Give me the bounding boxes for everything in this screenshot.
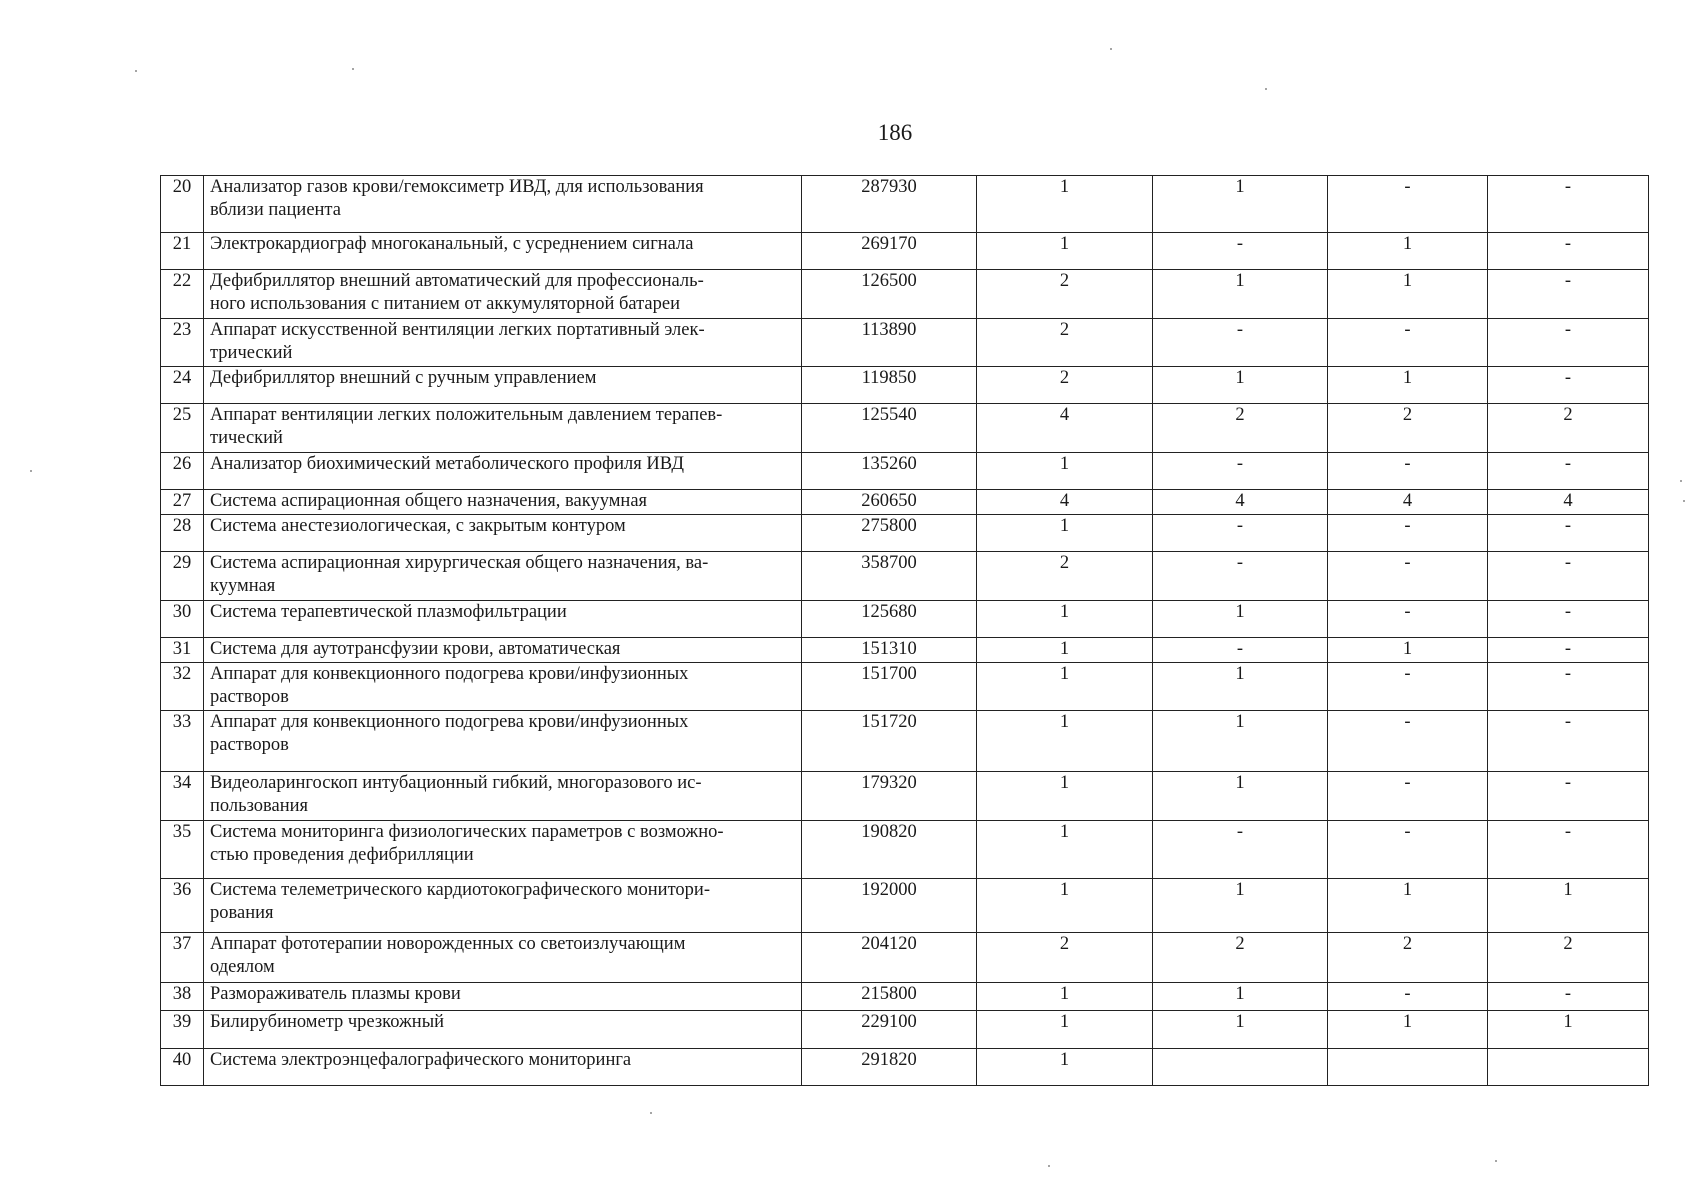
- equipment-code-cell: 135260: [802, 453, 977, 490]
- equipment-code-cell: 215800: [802, 983, 977, 1011]
- quantity-cell-1: 1: [977, 821, 1153, 879]
- quantity-cell-3: -: [1328, 983, 1488, 1011]
- quantity-cell-1: 2: [977, 552, 1153, 601]
- equipment-name-cell: Аппарат фототерапии новорожденных со светоизлучающим одеялом: [204, 933, 802, 983]
- quantity-cell-2: -: [1153, 515, 1328, 552]
- scan-speck: [1110, 48, 1112, 50]
- quantity-cell-3: 2: [1328, 933, 1488, 983]
- equipment-name-cell: Анализатор биохимический метаболического профиля ИВД: [204, 453, 802, 490]
- row-number-cell: 34: [161, 772, 204, 821]
- quantity-cell-1: 1: [977, 233, 1153, 270]
- row-number-cell: 21: [161, 233, 204, 270]
- quantity-cell-3: -: [1328, 821, 1488, 879]
- row-number-cell: 31: [161, 638, 204, 663]
- quantity-cell-4: 4: [1488, 490, 1649, 515]
- equipment-code-cell: 204120: [802, 933, 977, 983]
- quantity-cell-4: -: [1488, 319, 1649, 367]
- equipment-name-cell: Система терапевтической плазмофильтрации: [204, 601, 802, 638]
- quantity-cell-1: 1: [977, 638, 1153, 663]
- row-number-cell: 25: [161, 404, 204, 453]
- row-number-cell: 29: [161, 552, 204, 601]
- equipment-code-cell: 269170: [802, 233, 977, 270]
- equipment-code-cell: 151310: [802, 638, 977, 663]
- quantity-cell-4: -: [1488, 453, 1649, 490]
- equipment-code-cell: 119850: [802, 367, 977, 404]
- quantity-cell-1: 4: [977, 490, 1153, 515]
- quantity-cell-4: -: [1488, 663, 1649, 711]
- table-row: [161, 879, 1649, 933]
- quantity-cell-1: 4: [977, 404, 1153, 453]
- quantity-cell-2: 1: [1153, 176, 1328, 233]
- equipment-name-cell: Дефибриллятор внешний автоматический для профессиональ- ного использования с питанием от аккумуляторной батареи: [204, 270, 802, 319]
- scan-speck: [650, 1112, 652, 1114]
- equipment-name-cell: Анализатор газов крови/гемоксиметр ИВД, для использования вблизи пациента: [204, 176, 802, 233]
- equipment-name-cell: Билирубинометр чрезкожный: [204, 1011, 802, 1049]
- scan-speck: [1495, 1160, 1497, 1162]
- row-number-cell: 36: [161, 879, 204, 933]
- quantity-cell-1: 1: [977, 515, 1153, 552]
- equipment-name-cell: Аппарат вентиляции легких положительным давлением терапев- тический: [204, 404, 802, 453]
- table-row: [161, 983, 1649, 1011]
- row-number-cell: 22: [161, 270, 204, 319]
- quantity-cell-4: -: [1488, 711, 1649, 772]
- table-row: [161, 601, 1649, 638]
- quantity-cell-2: [1153, 1049, 1328, 1086]
- quantity-cell-4: -: [1488, 176, 1649, 233]
- row-number-cell: 24: [161, 367, 204, 404]
- quantity-cell-2: 4: [1153, 490, 1328, 515]
- equipment-code-cell: 275800: [802, 515, 977, 552]
- table-row: [161, 270, 1649, 319]
- quantity-cell-3: -: [1328, 319, 1488, 367]
- equipment-code-cell: 287930: [802, 176, 977, 233]
- quantity-cell-3: -: [1328, 453, 1488, 490]
- row-number-cell: 38: [161, 983, 204, 1011]
- equipment-name-cell: Система электроэнцефалографического мониторинга: [204, 1049, 802, 1086]
- quantity-cell-2: 2: [1153, 933, 1328, 983]
- quantity-cell-2: 1: [1153, 879, 1328, 933]
- quantity-cell-2: 1: [1153, 711, 1328, 772]
- table-row: [161, 319, 1649, 367]
- scan-speck: [352, 68, 354, 70]
- scan-speck: [1265, 88, 1267, 90]
- quantity-cell-4: -: [1488, 367, 1649, 404]
- quantity-cell-4: -: [1488, 638, 1649, 663]
- equipment-code-cell: 291820: [802, 1049, 977, 1086]
- table-row: [161, 1049, 1649, 1086]
- quantity-cell-3: 4: [1328, 490, 1488, 515]
- equipment-name-cell: Аппарат для конвекционного подогрева крови/инфузионных растворов: [204, 711, 802, 772]
- table-row: [161, 404, 1649, 453]
- table-row: [161, 772, 1649, 821]
- equipment-code-cell: 151720: [802, 711, 977, 772]
- quantity-cell-1: 2: [977, 367, 1153, 404]
- quantity-cell-1: 1: [977, 772, 1153, 821]
- quantity-cell-4: [1488, 1049, 1649, 1086]
- quantity-cell-2: 1: [1153, 1011, 1328, 1049]
- table-row: [161, 933, 1649, 983]
- quantity-cell-2: 2: [1153, 404, 1328, 453]
- equipment-code-cell: 113890: [802, 319, 977, 367]
- table-row: [161, 367, 1649, 404]
- row-number-cell: 28: [161, 515, 204, 552]
- quantity-cell-2: -: [1153, 319, 1328, 367]
- quantity-cell-1: 1: [977, 983, 1153, 1011]
- table-row: [161, 1011, 1649, 1049]
- quantity-cell-4: 2: [1488, 933, 1649, 983]
- equipment-name-cell: Аппарат для конвекционного подогрева крови/инфузионных растворов: [204, 663, 802, 711]
- quantity-cell-3: -: [1328, 552, 1488, 601]
- quantity-cell-1: 1: [977, 1049, 1153, 1086]
- equipment-code-cell: 190820: [802, 821, 977, 879]
- quantity-cell-4: -: [1488, 552, 1649, 601]
- row-number-cell: 32: [161, 663, 204, 711]
- quantity-cell-3: [1328, 1049, 1488, 1086]
- equipment-name-cell: Аппарат искусственной вентиляции легких портативный элек- трический: [204, 319, 802, 367]
- quantity-cell-3: -: [1328, 515, 1488, 552]
- quantity-cell-4: 2: [1488, 404, 1649, 453]
- table-row: [161, 663, 1649, 711]
- table-row: [161, 490, 1649, 515]
- equipment-name-cell: Система аспирационная хирургическая общего назначения, ва- куумная: [204, 552, 802, 601]
- quantity-cell-2: 1: [1153, 772, 1328, 821]
- equipment-name-cell: Система анестезиологическая, с закрытым контуром: [204, 515, 802, 552]
- quantity-cell-2: -: [1153, 638, 1328, 663]
- quantity-cell-2: 1: [1153, 601, 1328, 638]
- equipment-name-cell: Дефибриллятор внешний с ручным управлением: [204, 367, 802, 404]
- quantity-cell-2: 1: [1153, 663, 1328, 711]
- quantity-cell-2: -: [1153, 233, 1328, 270]
- quantity-cell-4: -: [1488, 601, 1649, 638]
- quantity-cell-3: -: [1328, 772, 1488, 821]
- quantity-cell-1: 1: [977, 663, 1153, 711]
- equipment-code-cell: 192000: [802, 879, 977, 933]
- quantity-cell-2: 1: [1153, 367, 1328, 404]
- equipment-table: [160, 175, 1649, 1086]
- quantity-cell-1: 1: [977, 453, 1153, 490]
- equipment-code-cell: 229100: [802, 1011, 977, 1049]
- row-number-cell: 33: [161, 711, 204, 772]
- quantity-cell-3: 1: [1328, 638, 1488, 663]
- quantity-cell-3: -: [1328, 176, 1488, 233]
- scan-speck: [135, 70, 137, 72]
- quantity-cell-4: -: [1488, 270, 1649, 319]
- row-number-cell: 35: [161, 821, 204, 879]
- equipment-code-cell: 151700: [802, 663, 977, 711]
- table-row: [161, 711, 1649, 772]
- quantity-cell-4: -: [1488, 515, 1649, 552]
- equipment-name-cell: Система телеметрического кардиотокографического монитори- рования: [204, 879, 802, 933]
- row-number-cell: 20: [161, 176, 204, 233]
- equipment-code-cell: 358700: [802, 552, 977, 601]
- quantity-cell-4: 1: [1488, 1011, 1649, 1049]
- table-row: [161, 638, 1649, 663]
- quantity-cell-4: -: [1488, 233, 1649, 270]
- row-number-cell: 26: [161, 453, 204, 490]
- table-row: [161, 552, 1649, 601]
- equipment-name-cell: Система аспирационная общего назначения, вакуумная: [204, 490, 802, 515]
- quantity-cell-2: -: [1153, 821, 1328, 879]
- equipment-code-cell: 125540: [802, 404, 977, 453]
- equipment-code-cell: 260650: [802, 490, 977, 515]
- equipment-code-cell: 125680: [802, 601, 977, 638]
- row-number-cell: 23: [161, 319, 204, 367]
- quantity-cell-3: 1: [1328, 1011, 1488, 1049]
- quantity-cell-4: -: [1488, 983, 1649, 1011]
- table-row: [161, 453, 1649, 490]
- row-number-cell: 30: [161, 601, 204, 638]
- quantity-cell-1: 2: [977, 270, 1153, 319]
- scan-speck: [30, 470, 32, 472]
- quantity-cell-2: -: [1153, 453, 1328, 490]
- quantity-cell-4: -: [1488, 821, 1649, 879]
- quantity-cell-1: 1: [977, 879, 1153, 933]
- equipment-name-cell: Система для аутотрансфузии крови, автоматическая: [204, 638, 802, 663]
- quantity-cell-3: -: [1328, 711, 1488, 772]
- quantity-cell-3: 1: [1328, 879, 1488, 933]
- page-number: 186: [877, 120, 913, 145]
- scan-speck: [1680, 480, 1682, 482]
- equipment-name-cell: Система мониторинга физиологических параметров с возможно- стью проведения дефибрилляции: [204, 821, 802, 879]
- quantity-cell-1: 1: [977, 1011, 1153, 1049]
- quantity-cell-1: 1: [977, 711, 1153, 772]
- row-number-cell: 27: [161, 490, 204, 515]
- equipment-code-cell: 179320: [802, 772, 977, 821]
- quantity-cell-1: 1: [977, 176, 1153, 233]
- quantity-cell-2: 1: [1153, 983, 1328, 1011]
- equipment-name-cell: Размораживатель плазмы крови: [204, 983, 802, 1011]
- equipment-name-cell: Видеоларингоскоп интубационный гибкий, многоразового ис- пользования: [204, 772, 802, 821]
- quantity-cell-3: 1: [1328, 367, 1488, 404]
- scan-speck: [1683, 500, 1685, 502]
- quantity-cell-1: 2: [977, 319, 1153, 367]
- row-number-cell: 40: [161, 1049, 204, 1086]
- quantity-cell-4: 1: [1488, 879, 1649, 933]
- equipment-code-cell: 126500: [802, 270, 977, 319]
- table-row: [161, 233, 1649, 270]
- quantity-cell-2: 1: [1153, 270, 1328, 319]
- table-row: [161, 176, 1649, 233]
- row-number-cell: 39: [161, 1011, 204, 1049]
- table-row: [161, 515, 1649, 552]
- quantity-cell-3: 1: [1328, 270, 1488, 319]
- quantity-cell-1: 1: [977, 601, 1153, 638]
- quantity-cell-3: -: [1328, 663, 1488, 711]
- row-number-cell: 37: [161, 933, 204, 983]
- quantity-cell-3: 2: [1328, 404, 1488, 453]
- quantity-cell-1: 2: [977, 933, 1153, 983]
- quantity-cell-3: 1: [1328, 233, 1488, 270]
- table-row: [161, 821, 1649, 879]
- quantity-cell-2: -: [1153, 552, 1328, 601]
- quantity-cell-3: -: [1328, 601, 1488, 638]
- scan-speck: [1048, 1165, 1050, 1167]
- quantity-cell-4: -: [1488, 772, 1649, 821]
- equipment-name-cell: Электрокардиограф многоканальный, с усреднением сигнала: [204, 233, 802, 270]
